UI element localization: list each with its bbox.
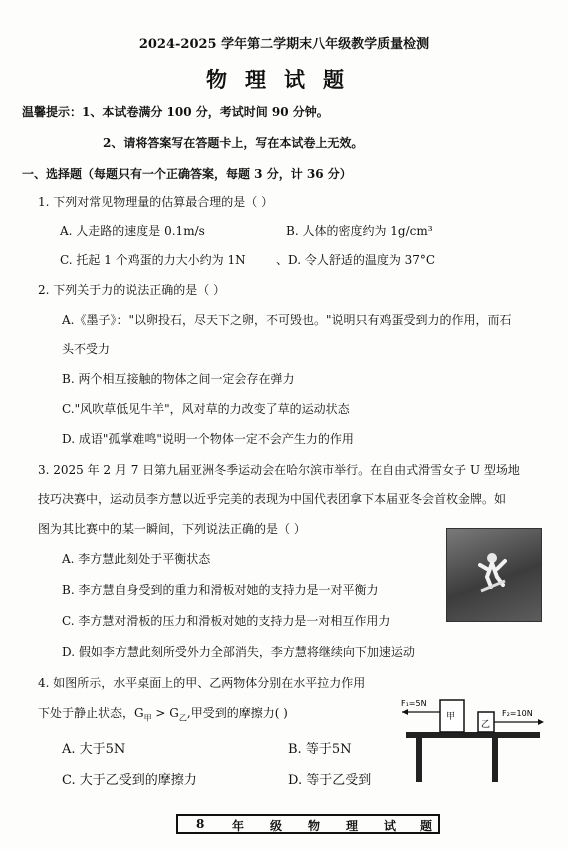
question-3-option-a: A. 李方慧此刻处于平衡状态 xyxy=(62,552,211,566)
label-f2: F₂=10N xyxy=(502,709,533,718)
question-4-stem-line-2: 下处于静止状态，$G_甲 > G_乙$,甲受到的摩擦力( ) xyxy=(38,706,288,723)
question-3-stem-line-2: 技巧决赛中，运动员李方慧以近乎完美的表现为中国代表团拿下本届亚冬会首枚金牌。如 xyxy=(38,492,507,506)
question-2-option-b: B. 两个相互接触的物体之间一定会存在弹力 xyxy=(62,372,295,386)
footer-char: 8 xyxy=(196,817,205,831)
question-2-option-c: C."风吹草低见牛羊"，风对草的力改变了草的运动状态 xyxy=(62,402,350,416)
footer-box xyxy=(176,814,440,834)
arrowhead-f1-icon xyxy=(402,709,408,715)
table-top xyxy=(406,732,540,738)
label-jia: 甲 xyxy=(446,712,456,722)
question-3-option-c: C. 李方慧对滑板的压力和滑板对她的支持力是一对相互作用力 xyxy=(62,614,391,628)
arrowhead-f2-icon xyxy=(538,719,544,725)
question-1-option-b: B. 人体的密度约为 1g/cm³ xyxy=(286,224,433,238)
exam-header: 2024-2025 学年第二学期末八年级教学质量检测 xyxy=(138,37,430,52)
question-3-option-b: B. 李方慧自身受到的重力和滑板对她的支持力是一对平衡力 xyxy=(62,583,379,597)
question-1-stem: 1. 下列对常见物理量的估算最合理的是（ ） xyxy=(38,195,274,209)
subject-title: 物理试题 xyxy=(206,67,362,92)
notice-line-1: 温馨提示：1、本试卷满分 100 分，考试时间 90 分钟。 xyxy=(22,105,329,119)
footer-char: 年 xyxy=(232,819,245,833)
question-4-option-b: B. 等于5N xyxy=(288,742,352,757)
question-2-option-a-cont: 头不受力 xyxy=(62,342,111,356)
notice-line-2: 2、请将答案写在答题卡上，写在本试卷上无效。 xyxy=(103,136,364,150)
skier-photo xyxy=(446,528,542,622)
question-4-option-d: D. 等于乙受到 xyxy=(288,773,372,788)
question-4-stem-line-1: 4. 如图所示，水平桌面上的甲、乙两物体分别在水平拉力作用 xyxy=(38,676,366,690)
question-1-option-c: C. 托起 1 个鸡蛋的力大小约为 1N xyxy=(60,253,246,267)
table-leg-right xyxy=(492,738,498,782)
question-2-option-d: D. 成语"孤掌难鸣"说明一个物体一定不会产生力的作用 xyxy=(62,432,354,446)
question-3-stem-line-3: 图为其比赛中的某一瞬间，下列说法正确的是（ ） xyxy=(38,522,306,536)
footer-char: 级 xyxy=(270,819,283,833)
question-1-option-a: A. 人走路的速度是 0.1m/s xyxy=(60,224,205,238)
footer-char: 试 xyxy=(384,819,397,833)
footer-char: 理 xyxy=(346,819,359,833)
question-2-stem: 2. 下列关于力的说法正确的是（ ） xyxy=(38,283,226,297)
question-2-option-a: A.《墨子》："以卵投石，尽天下之卵，不可毁也。"说明只有鸡蛋受到力的作用，而石 xyxy=(62,313,512,327)
force-diagram xyxy=(398,694,546,786)
question-4-option-c: C. 大于乙受到的摩擦力 xyxy=(62,773,197,788)
table-leg-left xyxy=(416,738,422,782)
skier-figure-icon xyxy=(477,551,507,595)
g-jia-subscript: 甲 xyxy=(143,713,152,723)
question-1-option-d: 、D. 令人舒适的温度为 37°C xyxy=(276,253,436,267)
question-3-option-d: D. 假如李方慧此刻所受外力全部消失，李方慧将继续向下加速运动 xyxy=(62,645,415,659)
label-f1: F₁=5N xyxy=(401,699,427,708)
footer-char: 题 xyxy=(420,819,433,833)
g-yi-subscript: 乙 xyxy=(178,713,187,723)
section-heading-choice: 一、选择题（每题只有一个正确答案，每题 3 分，计 36 分） xyxy=(22,167,352,181)
question-3-stem-line-1: 3. 2025 年 2 月 7 日第九届亚洲冬季运动会在哈尔滨市举行。在自由式滑雪女子 U 型场地 xyxy=(38,463,520,477)
question-4-option-a: A. 大于5N xyxy=(62,742,126,757)
label-yi: 乙 xyxy=(481,720,491,730)
footer-char: 物 xyxy=(308,819,321,833)
